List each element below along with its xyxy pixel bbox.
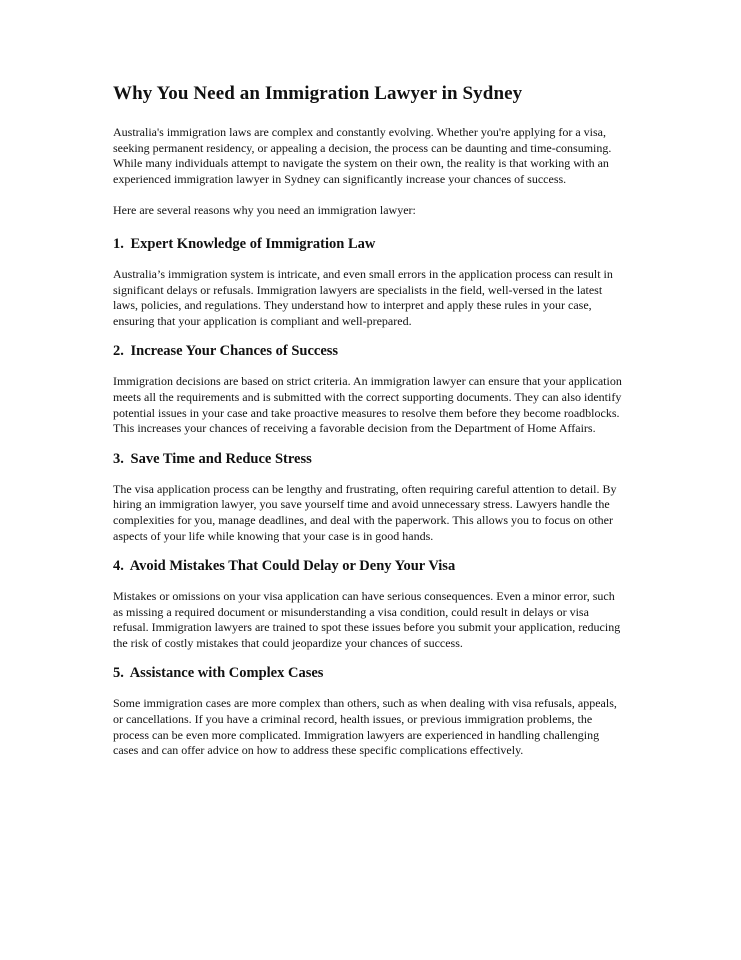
section-body: Some immigration cases are more complex than others, such as when dealing with visa refusals, appeals, or cancellations. If you have a criminal record, health issues, or previous immigration problems, the process can be even more complicated. Immigration lawyers are experienced in handling challenging cases and can offer advice on how to address these specific complications effectively. <box>113 696 617 758</box>
section-body: Australia’s immigration system is intricate, and even small errors in the application process can result in significant delays or refusals. Immigration lawyers are specialists in the field, well-versed in the latest laws, policies, and regulations. They understand how to interpret and apply these rules in your case, ensuring that your application is compliant and well-prepared. <box>113 266 613 328</box>
section-number: 1. <box>113 235 124 252</box>
section-4 <box>113 557 625 651</box>
section-body: Mistakes or omissions on your visa application can have serious consequences. Even a minor error, such as missing a required document or misunderstanding a visa condition, could result in delays or visa refusal. Immigration lawyers are trained to spot these issues before you submit your application, reducing the risk of costly mistakes that could jeopardize your chances of success. <box>113 589 621 650</box>
section-number: 3. <box>113 450 124 467</box>
section-number: 2. <box>113 343 124 360</box>
section-heading-text: Assistance with Complex Cases <box>129 665 324 682</box>
section-number: 5. <box>113 665 124 682</box>
section-heading-text: Increase Your Chances of Success <box>130 343 339 360</box>
section-heading <box>113 342 625 360</box>
section-heading <box>113 235 625 253</box>
section-body: Immigration decisions are based on strict criteria. An immigration lawyer can ensure that your application meets all the requirements and is submitted with the correct supporting documents. They can also identify potential issues in your case and take proactive measures to resolve them before they become roadblocks. This increases your chances of receiving a favorable decision from the Department of Home Affairs. <box>113 374 622 436</box>
section-1 <box>113 235 625 329</box>
section-heading <box>113 557 625 575</box>
intro-paragraph: Australia's immigration laws are complex and constantly evolving. Whether you're applying for a visa, seeking permanent residency, or appealing a decision, the process can be daunting and time-consuming. While many individuals attempt to navigate the system on their own, the reality is that working with an experienced immigration lawyer in Sydney can significantly increase your chances of success. <box>113 125 612 186</box>
section-2 <box>113 342 625 436</box>
section-body: The visa application process can be lengthy and frustrating, often requiring careful attention to detail. By hiring an immigration lawyer, you save yourself time and avoid unnecessary stress. Lawyers handle the complexities for you, manage deadlines, and deal with the paperwork. This allows you to focus on other aspects of your life while knowing that your case is in good hands. <box>113 481 617 543</box>
section-heading-text: Expert Knowledge of Immigration Law <box>130 235 376 252</box>
section-3 <box>113 450 625 544</box>
document-title: Why You Need an Immigration Lawyer in Sydney <box>113 83 523 104</box>
document-page <box>113 82 625 772</box>
section-heading-text: Avoid Mistakes That Could Delay or Deny Your Visa <box>129 558 456 575</box>
section-heading <box>113 664 625 682</box>
section-heading-text: Save Time and Reduce Stress <box>130 450 312 467</box>
section-number: 4. <box>113 558 124 575</box>
section-heading <box>113 450 625 468</box>
section-5 <box>113 664 625 758</box>
lead-in-paragraph: Here are several reasons why you need an immigration lawyer: <box>113 203 416 218</box>
